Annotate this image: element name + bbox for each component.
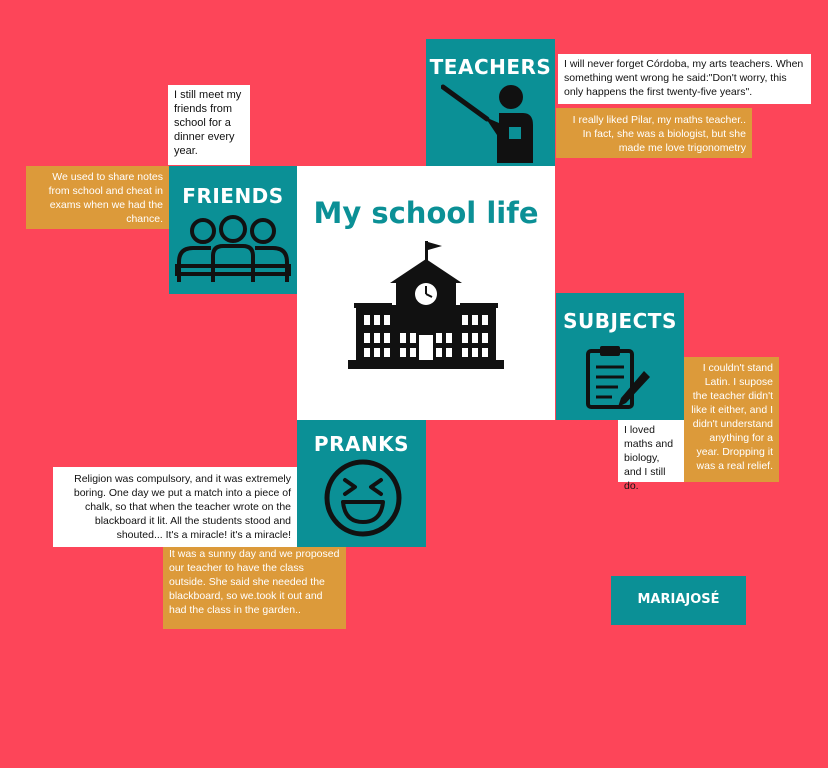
- laughing-face-icon: [323, 458, 403, 538]
- author-name: MARIAJOSÉ: [637, 592, 720, 607]
- teachers-note-1: I will never forget Córdoba, my arts teachers. When something went wrong he said:"Don't worry, this only happens the first twenty-five years".: [558, 54, 811, 104]
- teachers-heading: TEACHERS: [429, 55, 552, 79]
- friends-heading: FRIENDS: [182, 184, 284, 208]
- subjects-heading: SUBJECTS: [563, 309, 677, 333]
- friends-note-1: I still meet my friends from school for a dinner every year.: [168, 85, 250, 165]
- pranks-note-1: Religion was compulsory, and it was extremely boring. One day we put a match into a piece of chalk, so that when the teacher wrote on the blackboard it lit. All the students stood and shouted... It's a miracle! it's a miracle!: [53, 467, 297, 547]
- teacher-pointer-icon: [441, 83, 546, 163]
- teachers-panel: [426, 39, 555, 166]
- friends-group-icon: [173, 214, 293, 288]
- pranks-heading: PRANKS: [313, 432, 410, 456]
- subjects-note-1: I couldn't stand Latin. I supose the teacher didn't like it either, and I didn't understand anything for a year. Dropping it was a real relief.: [684, 357, 779, 482]
- school-building-icon: [348, 241, 504, 369]
- subjects-panel: [556, 293, 684, 420]
- center-card: [297, 166, 555, 420]
- page-title: My school life: [313, 196, 539, 230]
- friends-panel: [169, 166, 297, 294]
- subjects-note-2: I loved maths and biology, and I still do.: [618, 420, 684, 482]
- clipboard-pencil-icon: [584, 345, 654, 411]
- author-badge: [611, 576, 746, 625]
- pranks-panel: [297, 420, 426, 547]
- pranks-note-2: It was a sunny day and we proposed our teacher to have the class outside. She said she needed the blackboard, so we.took it out and had the class in the garden..: [163, 547, 346, 629]
- teachers-note-2: I really liked Pilar, my maths teacher.. In fact, she was a biologist, but she made me love trigonometry: [556, 108, 752, 158]
- friends-note-2: We used to share notes from school and cheat in exams when we had the chance.: [26, 166, 169, 229]
